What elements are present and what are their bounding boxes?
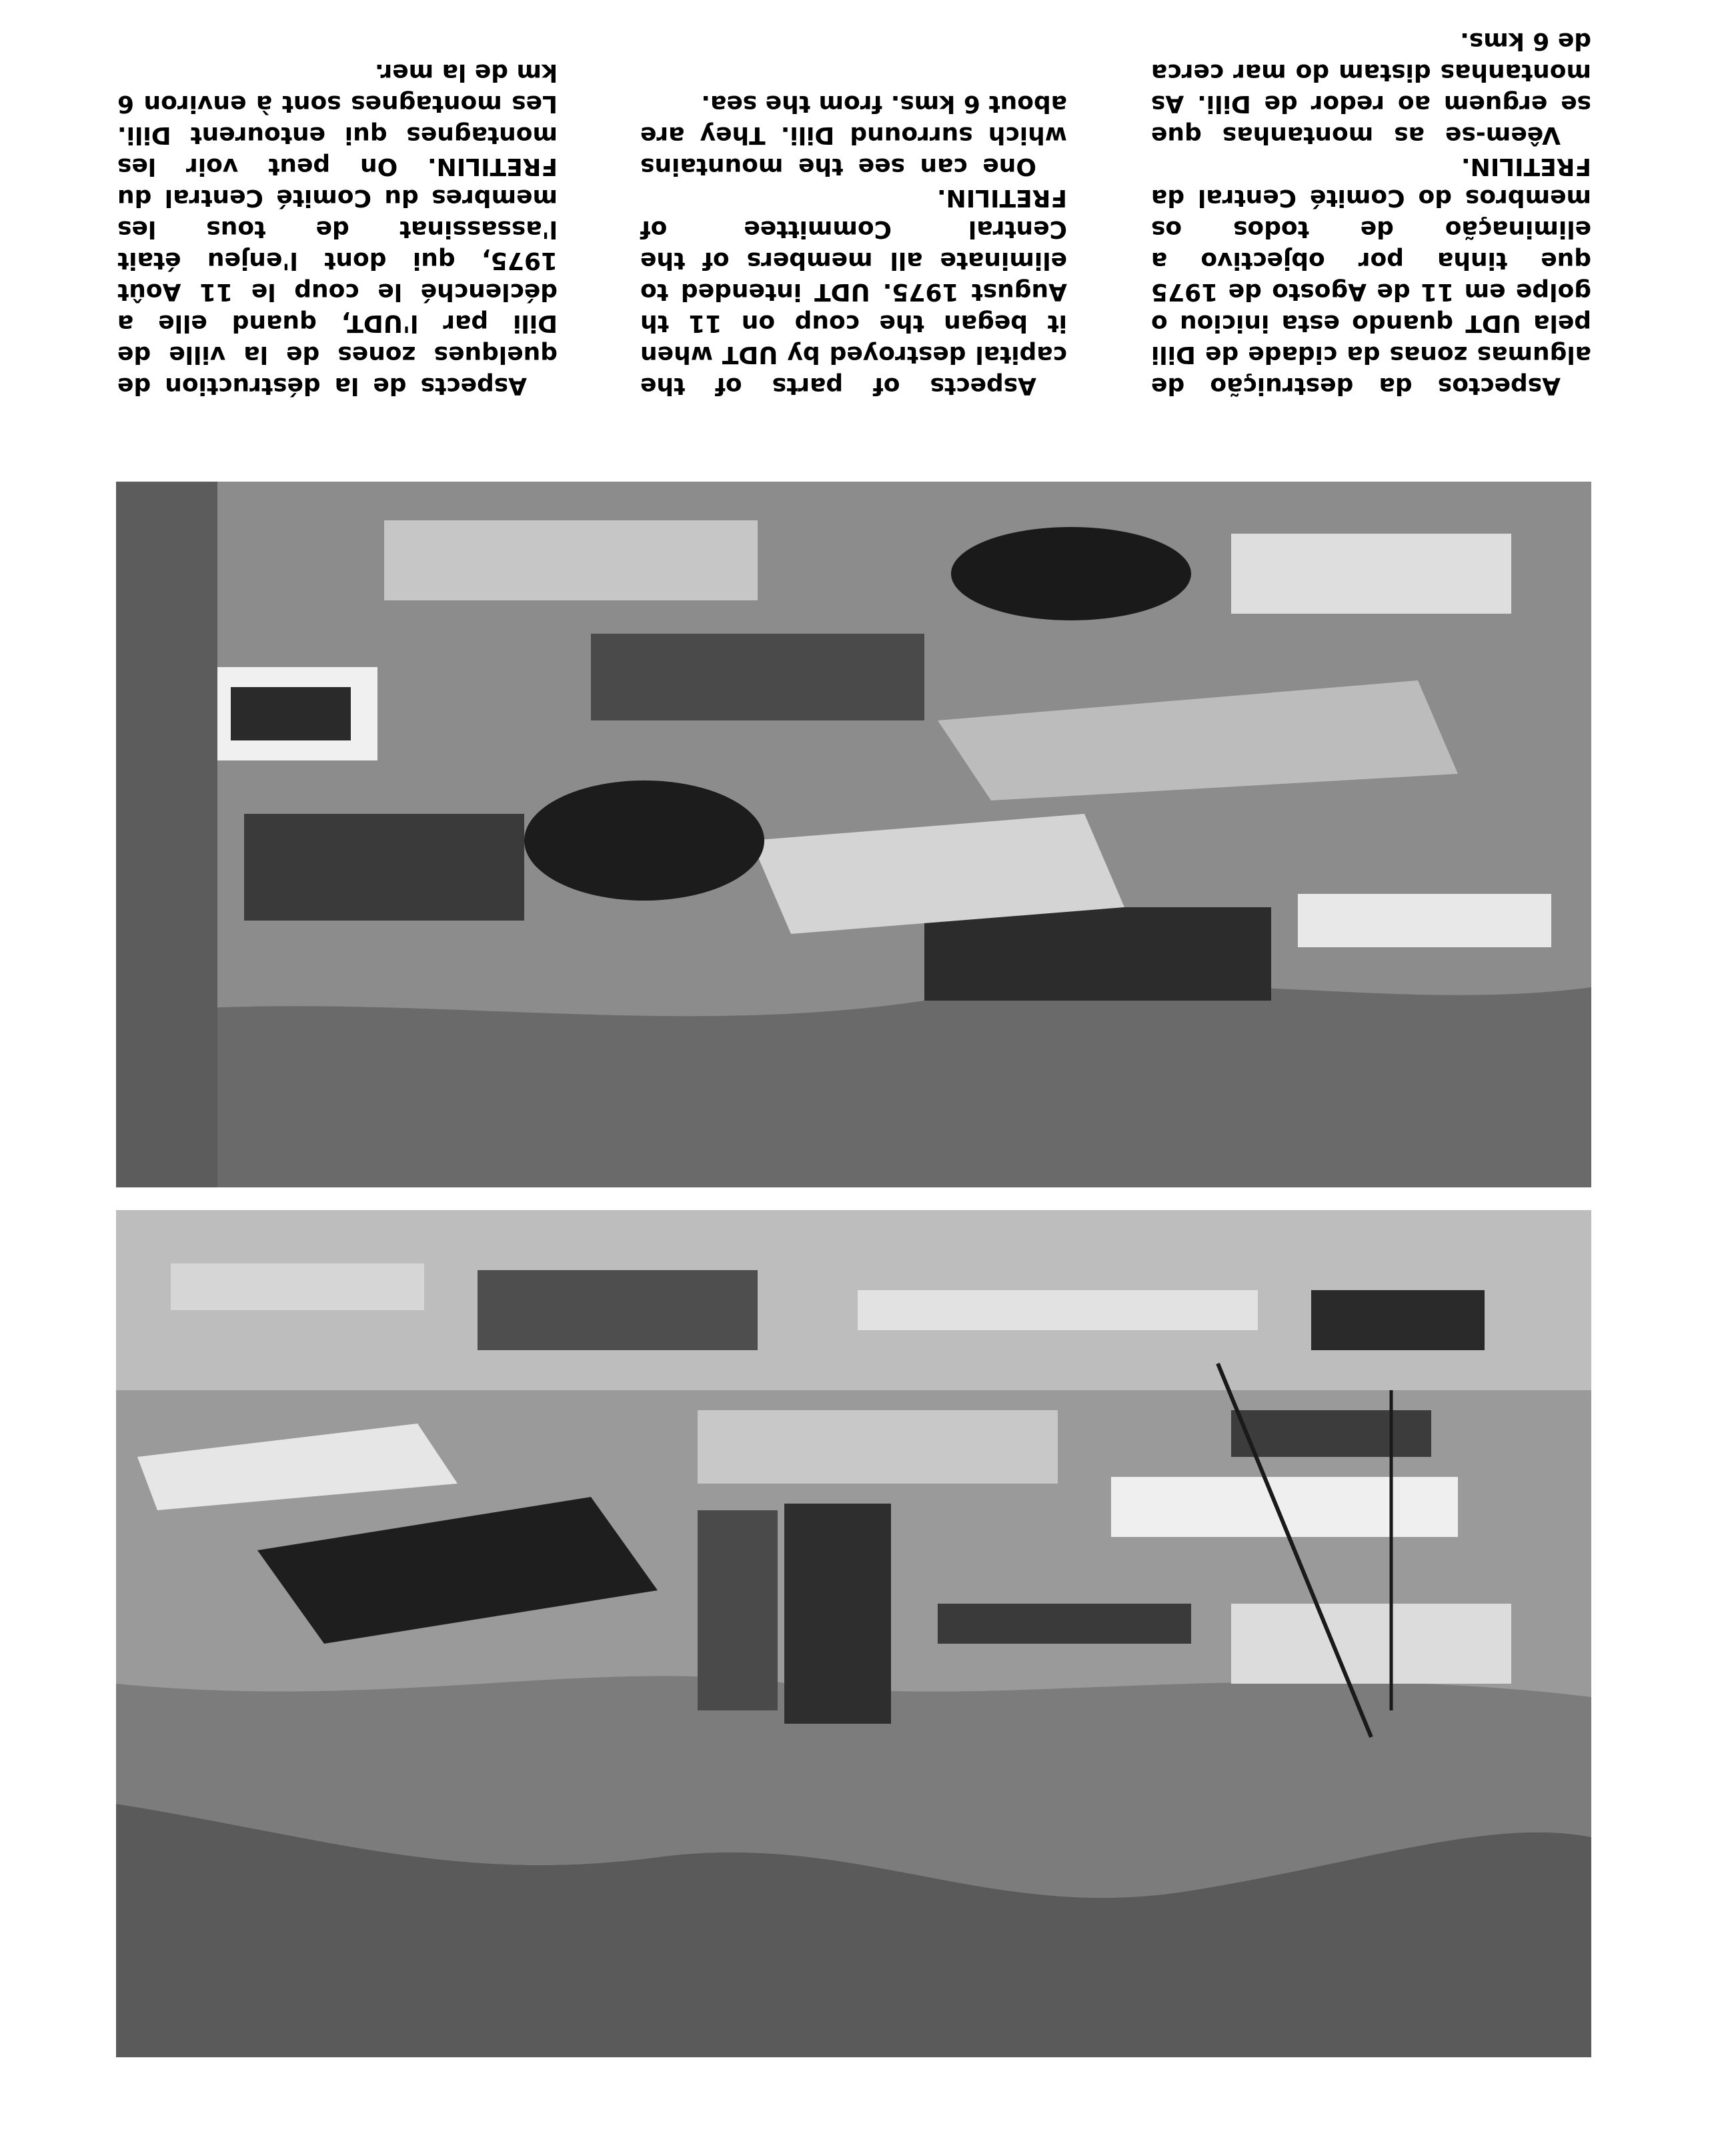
photo-dili-mountains-image <box>116 1210 1591 2057</box>
caption-portuguese-paragraph-2: Vêem-se as montanhas que se erguem ao redor de Dili. As montanhas distam do mar cerca de 6 kms. <box>1151 27 1591 149</box>
caption-english-paragraph-2: One can see the mountains which surround Dili. They are about 6 kms. from the sea. <box>640 90 1067 180</box>
caption-english <box>640 88 1067 402</box>
caption-french <box>117 57 558 402</box>
caption-french-paragraph-1: Aspects de la déstruction de quelques zones de la ville de Dili par l'UDT, quand elle a déclenché le coup le 11 Août 1975, qui dont l'enjeu était l'assassinat de tous les membres du Comité Central du FRETILIN. On peut voir les montagnes qui entourent Dili. Les montagnes sont à environ 6 km de la mer. <box>117 59 558 400</box>
caption-english-paragraph-1: Aspects of parts of the capital destroyed by UDT when it began the coup on 11 th August 1975. UDT intended to eliminate all members of the Central Committee of FRETILIN. <box>640 184 1067 400</box>
photo-dili-debris-image <box>116 482 1591 1187</box>
photo-dili-debris <box>116 482 1591 1187</box>
caption-portuguese-paragraph-1: Aspectos da destruição de algumas zonas da cidade de Dili pela UDT quando esta iniciou o golpe em 11 de Agosto de 1975 que tinha por objectivo a eliminação de todos os membros do Comité Central da FRETILIN. <box>1151 153 1591 400</box>
photo-dili-mountains <box>116 1210 1591 2057</box>
caption-portuguese <box>1151 25 1591 402</box>
